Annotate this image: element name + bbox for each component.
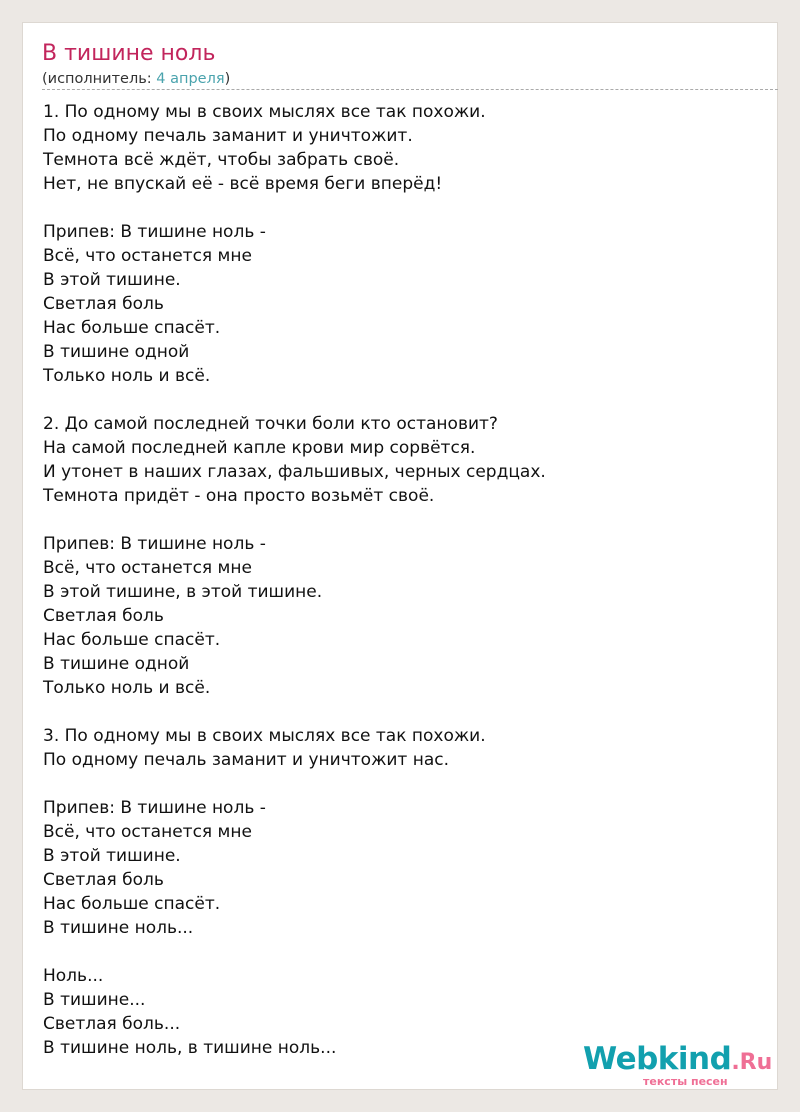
lyric-line: Припев: В тишине ноль -	[43, 222, 266, 242]
lyric-line: 1. По одному мы в своих мыслях все так похожи.	[43, 102, 486, 122]
lyric-line: В этой тишине.	[43, 270, 181, 290]
lyric-line: В тишине...	[43, 990, 146, 1010]
artist-line	[42, 70, 230, 88]
lyric-line: Светлая боль...	[43, 1014, 181, 1034]
lyric-line: 2. До самой последней точки боли кто остановит?	[43, 414, 498, 434]
lyric-line: Нас больше спасёт.	[43, 630, 221, 650]
logo-tagline: тексты песен	[643, 1075, 728, 1088]
webkind-logo[interactable]	[583, 1042, 772, 1088]
lyric-line: И утонет в наших глазах, фальшивых, черных сердцах.	[43, 462, 546, 482]
lyric-line: 3. По одному мы в своих мыслях все так похожи.	[43, 726, 486, 746]
lyric-line: По одному печаль заманит и уничтожит.	[43, 126, 413, 146]
logo-suffix: .Ru	[731, 1050, 773, 1075]
lyric-line: Светлая боль	[43, 294, 164, 314]
lyric-line: Нас больше спасёт.	[43, 894, 221, 914]
artist-link[interactable]: 4 апреля	[156, 71, 225, 87]
lyric-line: На самой последней капле крови мир сорвётся.	[43, 438, 476, 458]
lyric-line: Только ноль и всё.	[43, 366, 211, 386]
lyric-line: В тишине одной	[43, 342, 190, 362]
lyric-line: В тишине одной	[43, 654, 190, 674]
artist-prefix: (исполнитель:	[42, 71, 157, 87]
lyric-line	[43, 508, 546, 532]
lyric-line: Всё, что останется мне	[43, 558, 252, 578]
song-title: В тишине ноль	[42, 41, 216, 66]
artist-suffix: )	[224, 71, 231, 87]
lyric-line	[43, 196, 546, 220]
divider	[42, 89, 778, 90]
lyric-line: Темнота всё ждёт, чтобы забрать своё.	[43, 150, 400, 170]
logo-wordmark	[583, 1042, 772, 1076]
lyric-line: В тишине ноль...	[43, 918, 194, 938]
lyric-line	[43, 940, 546, 964]
lyric-line: Всё, что останется мне	[43, 246, 252, 266]
lyric-line: Нет, не впускай её - всё время беги вперёд!	[43, 174, 443, 194]
lyric-line: Нас больше спасёт.	[43, 318, 221, 338]
lyric-line: В этой тишине.	[43, 846, 181, 866]
lyric-line	[43, 772, 546, 796]
lyric-line: В тишине ноль, в тишине ноль...	[43, 1038, 337, 1058]
lyric-line: Светлая боль	[43, 870, 164, 890]
lyric-line	[43, 700, 546, 724]
lyric-line: В этой тишине, в этой тишине.	[43, 582, 323, 602]
lyric-line: По одному печаль заманит и уничтожит нас.	[43, 750, 450, 770]
lyric-line: Темнота придёт - она просто возьмёт своё.	[43, 486, 435, 506]
lyric-line: Светлая боль	[43, 606, 164, 626]
lyric-line: Только ноль и всё.	[43, 678, 211, 698]
lyric-line: Припев: В тишине ноль -	[43, 798, 266, 818]
lyric-line: Ноль...	[43, 966, 104, 986]
logo-main: Webkind	[583, 1041, 732, 1077]
lyrics	[43, 100, 546, 1060]
lyric-line	[43, 388, 546, 412]
lyric-line: Припев: В тишине ноль -	[43, 534, 266, 554]
lyric-line: Всё, что останется мне	[43, 822, 252, 842]
